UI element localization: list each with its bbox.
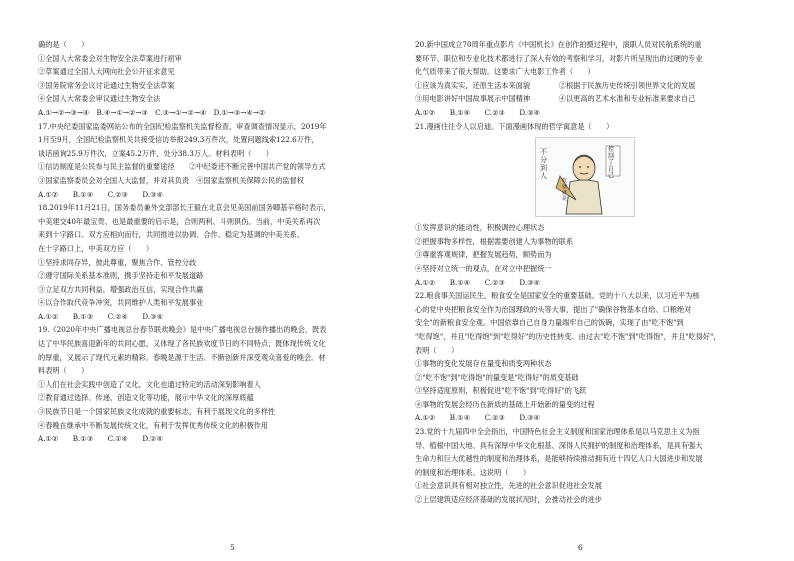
text-line: 17.中央纪委国家监委网站公布的全国纪检监察机关监督检查、审查调查情况显示，2019年: [38, 121, 327, 131]
text-line: ④事物的发展会经历在新质的基础上开始新的量变的过程: [415, 399, 595, 409]
cartoon-text-right: 控制了自己: [608, 146, 615, 180]
text-line: A.①② B.①④ C.②③ D.③④: [415, 107, 541, 117]
text-line: ③坚持适度原则，积极促进"吃不饱"到"吃得好"的飞跃: [415, 386, 587, 396]
text-line: ①事物的变化发展存在量变和质变两种状态: [415, 359, 552, 369]
text-line: ①信访制度是公民参与民主监督的重要途径 ②中纪委还不断完善中国共产党的领导方式: [38, 162, 326, 172]
text-line: 19.《2020年中央广播电视总台春节联欢晚会》是中央广播电视总台制作播出的晚会，既表: [38, 325, 327, 335]
text-line: "吃得饱"，并且"吃得饱"到"吃得好"的历史性转变。由过去"吃不饱"到"吃得饱"，并且"吃得好"，: [415, 331, 721, 341]
text-line: 18.2019年11月21日，国务委员兼外交部部长王毅在北京会见美国前国务卿基辛格时表示，: [38, 203, 331, 213]
text-line: 中美建交40年最宝贵、也是最重要的启示是，合则两利、斗则俱伤。当前，中美关系再次: [38, 216, 321, 226]
text-line: ①全国人大常委会对生物安全法草案进行初审: [38, 53, 182, 63]
text-line: ①坚持求同存异，彼此尊重，聚焦合作、管控分歧: [38, 257, 197, 267]
text-line: A.①→②→③→④ B.④→①→②→③ C.③→①→②→④ D.①→③→④→②: [38, 107, 266, 117]
text-line: 表明（ ）: [415, 345, 459, 355]
text-line: 来到十字路口。双方应相向而行，共同推进以协调、合作、稳定为基调的中美关系。: [38, 230, 304, 240]
text-line: ④全国人大常委会审议通过生物安全法: [38, 94, 161, 104]
text-line: ①发挥意识的能动性，积极调控心理状态: [415, 223, 545, 233]
right-page-number: 6: [578, 543, 583, 552]
text-line: ②把握事物多样性，根据需要创建人为事物的联系: [415, 236, 574, 246]
text-line: 化气质带来了很大帮助。这要求广大电影工作者（ ）: [415, 67, 595, 77]
text-line: ③国务院常务会议讨论通过生物安全法草案: [38, 80, 175, 90]
text-line: ④春晚在继承中不断发展传统文化，有利于发挥优秀传统文化的积极作用: [38, 420, 269, 430]
cartoon-text-fan: 吹就就是: [562, 178, 568, 203]
text-line: 确的是（ ）: [38, 40, 89, 49]
text-line: ③民族节日是一个国家民族文化成就的重要标志，有利于展现文化的多样性: [38, 407, 276, 417]
left-page-text: [38, 38, 389, 446]
text-line: A.①② B.①③ C.②④ D.③④: [38, 311, 164, 321]
text-line: 谈话函询25.9万件次，立案45.2万件，处分38.3万人。材料表明（ ）: [38, 148, 273, 158]
text-line: ④坚持对立统一的观点，在对立中把握统一: [415, 263, 552, 273]
text-line: ①应该为真实实，还原生活本来面貌 ②根据于民族历史传统引领世界文化的发展: [415, 80, 696, 90]
text-line: 的厚重，又展示了现代元素的精彩。春晚是源于生活、不断创新并深受观众喜爱的晚会。材: [38, 352, 326, 362]
text-line: ①人们在社会实践中创造了文化，文化也通过特定的活动深刻影响着人: [38, 379, 261, 389]
text-line: ②草案通过全国人大网向社会公开征求意见: [38, 67, 175, 77]
text-line: 心的党中央把粮食安全作为治国理政的头等大事，提出了"确保谷物基本自给、口粮绝对: [415, 304, 692, 314]
text-line: ④以合作取代竞争冲突，共同维护人类和平发展事业: [38, 298, 204, 308]
text-line: ②上层建筑适应经济基础的发展状况时，会推动社会的进步: [415, 495, 602, 505]
text-line: 的制度和治理体系。这说明（ ）: [415, 467, 531, 477]
text-line: ③尊重客观规律，把握发展趋势，顺势而为: [415, 250, 552, 260]
text-line: ②"吃不饱"到"吃得饱"的量变是"吃得好"的质变基础: [415, 372, 579, 382]
text-line: ③用电影讲好中国故事展示中国精神 ④以更高的艺术水准和专业标准来要求自己: [415, 94, 696, 104]
text-line: 23.党的十九届四中全会指出，中国特色社会主义制度和国家治理体系是以马克思主义为指: [415, 427, 700, 437]
text-line: 1月至9月，全国纪检监察机关共接受信访举报249.3万件次，处置问题线索122.6万件，: [38, 135, 319, 145]
cartoon-drawing-icon: [536, 138, 634, 216]
text-line: 要环节、职位和专业化技术都进行了深入有效的考察和学习，对影片所呈现出的过硬的专业: [415, 53, 703, 63]
right-page: [397, 0, 794, 561]
text-line: 22.粮食事关国运民生，粮食安全是国家安全的重要基础。党的十八大以来，以习近平为核: [415, 291, 700, 301]
text-line: A.①② B.①④ C.②③ D.③④: [38, 189, 164, 199]
text-line: ③国家监察委员会对全国人大监督，并对其负责 ④国家监察机关保障公民的监督权: [38, 175, 304, 185]
text-line: 21.漫画往往令人以启迪。下面漫画体现的哲学寓意是（ ）: [415, 121, 614, 131]
text-line: 在十字路口上，中美双方应（ ）: [38, 243, 154, 253]
text-line: 20.新中国成立70周年重点影片《中国机长》在创作拍摄过程中，演职人员对民航系统的重: [415, 40, 702, 49]
text-line: A.①② B.①③ C.①④ D.②④: [38, 434, 164, 444]
text-line: 生命力和巨大优越性的制度和治理体系，是能够持续推动拥有近十四亿人口大国进步和发展: [415, 454, 703, 464]
left-page-number: 5: [230, 543, 235, 552]
text-line: 安全"的新粮食安全观。中国依靠自己自身力量端牢自己的饭碗，实现了由"吃不饱"到: [415, 318, 684, 328]
right-page-text-top: [415, 38, 772, 133]
cartoon-text-top-left: 不分到人: [540, 148, 547, 181]
text-line: 料表明（ ）: [38, 366, 89, 376]
text-line: A.①② B.①④ C.②③ D.③④: [415, 277, 541, 287]
right-page-text-bottom: [415, 221, 772, 506]
text-line: ②教育通过选择、传递、创造文化等功能，展示中华文化的深厚底蕴: [38, 393, 254, 403]
text-line: A.①② B.①④ C.②③ D.③④: [415, 413, 541, 423]
text-line: ①社会意识具有相对独立性，先进的社会意识促进社会发展: [415, 481, 602, 491]
text-line: 导、植根中国大地、具有深厚中华文化根基、深得人民拥护的制度和治理体系，是具有强大: [415, 440, 703, 450]
text-line: 达了中华民族喜迎新年的共同心愿，又体现了各民族欢度节日的不同特点；既体现传统文化: [38, 339, 326, 349]
text-line: ②遵守国际关系基本准则，携手坚持走和平发展道路: [38, 271, 204, 281]
cartoon-image: [535, 137, 635, 217]
text-line: ③立足双方共同利益，增强政治互信，实现合作共赢: [38, 284, 204, 294]
